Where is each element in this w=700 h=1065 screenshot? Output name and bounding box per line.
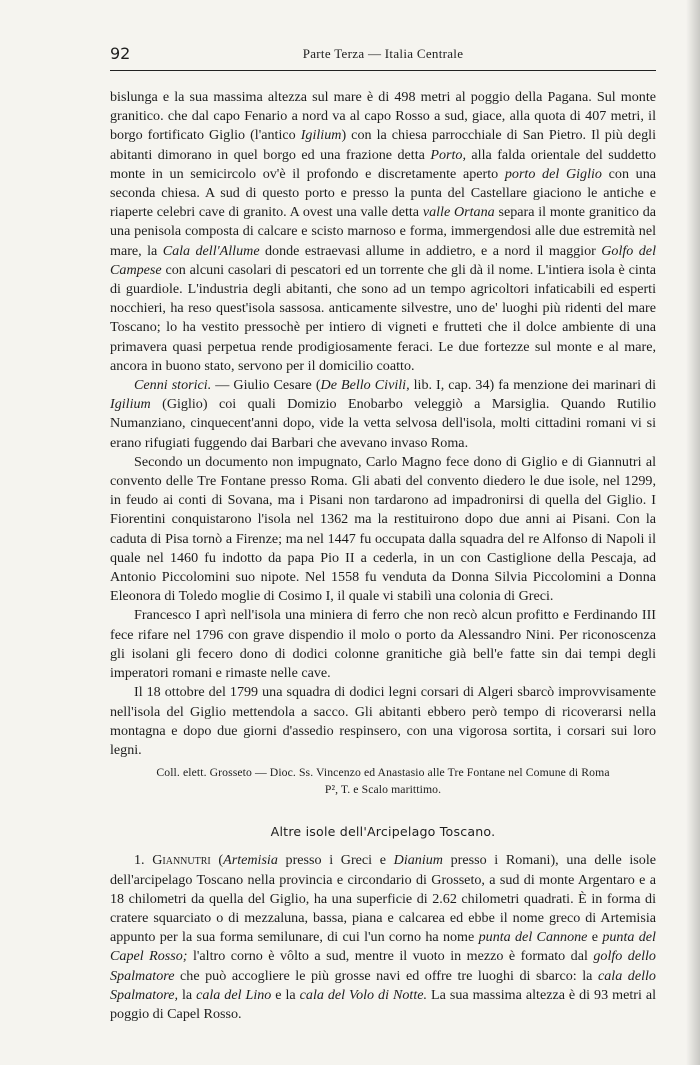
section-title: Altre isole dell'Arcipelago Toscano. — [270, 824, 496, 840]
running-title: Parte Terza — Italia Centrale — [302, 46, 464, 61]
page-edge-shadow — [686, 0, 700, 1065]
paragraph-giannutri: 1. Giannutri (Artemisia presso i Greci e Dianium presso i Romani), una delle isole dell'arcipelago Toscano nella provincia e circondario di Grosseto, a sud di monte Argentaro e a 18 chilometri da quella del Giglio, ha una superficie di 2.62 chilometri quadrati. È in forma di cratere squarciato o di mezzaluna, bassa, piana e calcarea ed ebbe il nome greco di Artemisia appunto per la sua forma semilunare, di cui l'un corno ha nome punta del Cannone e punta del Capel Rosso; l'altro corno è vôlto a sud, mentre il vuoto in mezzo è formato dal golfo dello Spalmatore che può accogliere le più grosse navi ed offre tre luoghi di sbarco: la cala dello Spalmatore, la cala del Lino e la cala del Volo di Notte. La sua massima altezza è di 93 metri al poggio di Capel Rosso. — [110, 852, 656, 1022]
note-line: Coll. elett. Grosseto — Dioc. Ss. Vincenzo ed Anastasio alle Tre Fontane nel Comune di Roma — [156, 766, 610, 780]
page-header — [110, 44, 656, 66]
paragraph: Francesco I aprì nell'isola una miniera di ferro che non recò alcun profitto e Ferdinando III fece rifare nel 1796 con grave dispendio il molo o porto da Alessandro Nini. Per riconoscenza gli isolani gli fecero dono di dodici colonne granitiche già bell'e fatte sin dai tempi degli imperatori romani e rimaste nelle cave. — [110, 607, 656, 682]
page-number: 92 — [110, 44, 131, 63]
administrative-note — [110, 764, 656, 798]
paragraph: Il 18 ottobre del 1799 una squadra di dodici legni corsari di Algeri sbarcò improvvisamente nell'isola del Giglio mettendola a sacco. Gli abitanti ebbero però tempo di ricoverarsi nella montagna e dopo due giorni d'assedio respinsero, con una vigorosa sortita, i corsari sui loro legni. — [110, 684, 656, 758]
main-text — [110, 88, 656, 1024]
paragraph-historical-notes: Cenni storici. — Giulio Cesare (De Bello Civili, lib. I, cap. 34) fa menzione dei marinari di Igilium (Giglio) coi quali Domizio Enobarbo veleggiò a Marsiglia. Quando Rutilio Numanziano, cinquecent'anni dopo, vide la vetta selvosa dell'isola, molti cittadini romani vi si erano rifugiati fuggendo dai Barbari che avevano invaso Roma. — [110, 377, 656, 451]
note-line: P², T. e Scalo marittimo. — [324, 783, 442, 797]
paragraph: bislunga e la sua massima altezza sul mare è di 498 metri al poggio della Pagana. Sul monte granitico. che dal capo Fenario a nord va al capo Rosso a sud, giace, alla quota di 407 metri, il borgo fortificato Giglio (l'antico Igilium) con la chiesa parrocchiale di San Pietro. Il più degli abitanti dimorano in quel borgo ed una frazione detta Porto, alla falda orientale del suddetto monte in un semicircolo ov'è il profondo e discretamente aperto porto del Giglio con una seconda chiesa. A sud di questo porto e presso la punta del Castellare giaciono le antiche e riaperte celebri cave di granito. A ovest una valle detta valle Ortana separa il monte granitico da una penisola composta di calcare e scisto marnoso e forma, immergendosi alle due estremità nel mare, la Cala dell'Allume donde estraevasi allume in addietro, e a nord il maggior Golfo del Campese con alcuni casolari di pescatori ed un torrente che gli dà il nome. L'intiera isola è cinta di guardiole. L'industria degli abitanti, che sono ad un tempo agricoltori infaticabili ed esperti nocchieri, ha reso quest'isola sassosa. anticamente silvestre, uno de' luoghi più ridenti del mare Toscano; lo ha vestito pressochè per intiero di vigneti e frutteti che il dolce ambiente di una primavera quasi perpetua rende prodigiosamente feraci. Le due fortezze sul monte e al mare, ancora in buono stato, servono per il domicilio coatto. — [110, 89, 657, 374]
paragraph: Secondo un documento non impugnato, Carlo Magno fece dono di Giglio e di Giannutri al convento delle Tre Fontane presso Roma. Gli abati del convento diedero le due isole, nel 1299, in feudo ai conti di Sovana, ma i Pisani non tardarono ad impadronirsi di quella del Giglio. I Fiorentini conquistarono l'isola nel 1362 ma la restituirono dopo due anni ai Pisani. Con la caduta di Pisa tornò a Firenze; ma nel 1447 fu occupata dalla squadra del re Alfonso di Napoli il quale nel 1460 fu indotto da papa Pio II a cederla, in un con Castiglione della Pescaja, ad Antonio Piccolomini suo nipote. Nel 1558 fu venduta da Donna Silvia Piccolomini a Donna Eleonora di Toledo moglie di Cosimo I, il quale vi stabilì una colonia di Greci. — [110, 453, 656, 605]
header-rule — [110, 70, 656, 71]
